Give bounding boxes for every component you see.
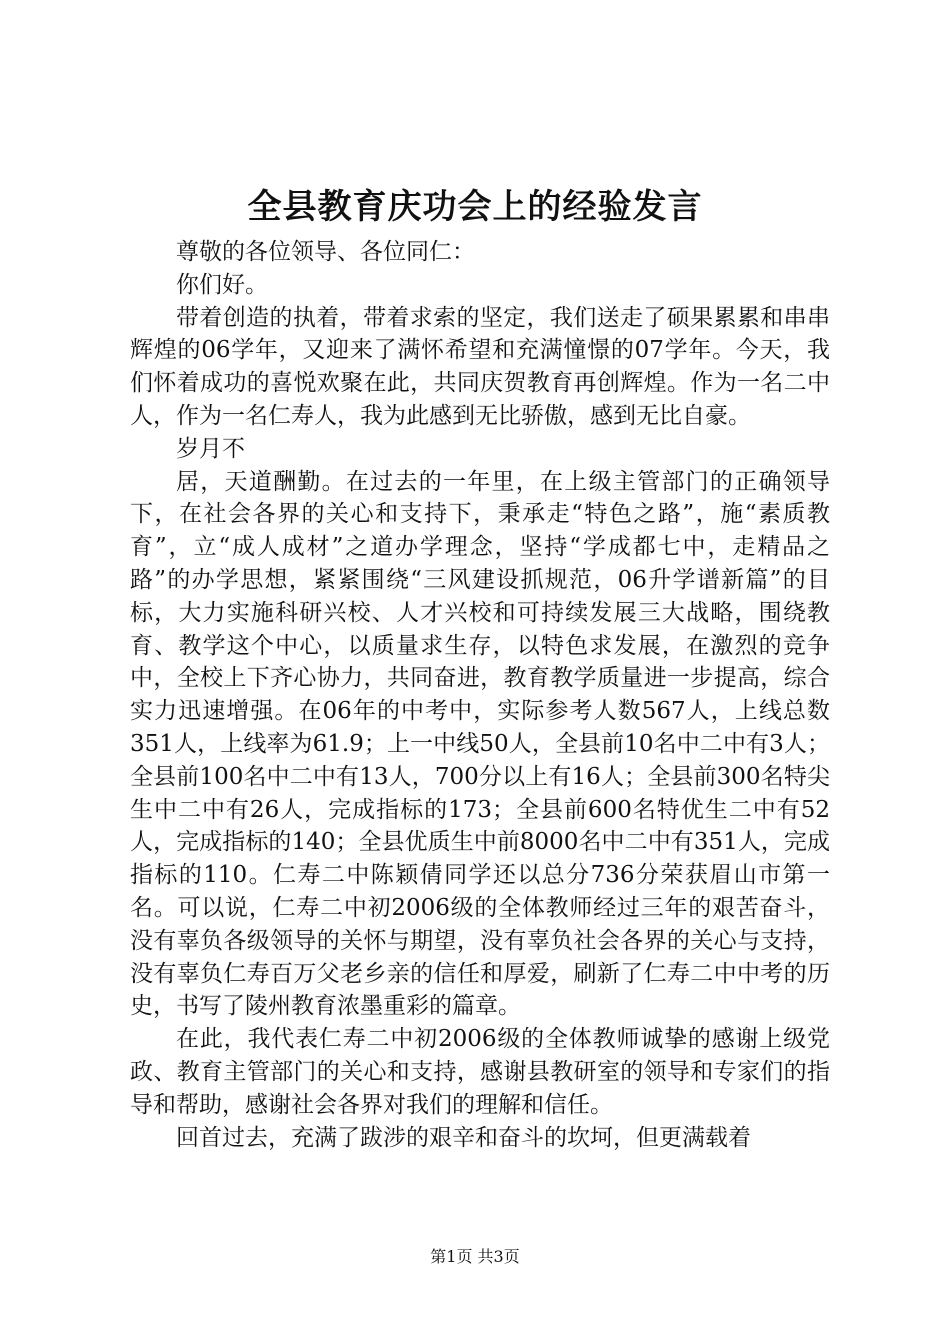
paragraph-fragment: 岁月不 [176,435,245,462]
paragraph-thanks: 在此，我代表仁寿二中初2006级的全体教师诚挚的感谢上级党政、教育主管部门的关心和支持，感谢县教研室的领导和专家们的指导和帮助，感谢社会各界对我们的理解和信任。 [130,1026,830,1118]
document-title: 全县教育庆功会上的经验发言 [247,187,703,227]
document-body [130,236,830,1154]
salutation: 尊敬的各位领导、各位同仁： [176,239,475,265]
paragraph-achievements: 居，天道酬勤。在过去的一年里，在上级主管部门的正确领导下，在社会各界的关心和支持下，秉承走“特色之路”，施“素质教育”，立“成人成材”之道办学理念，坚持“学成都七中，走精品之路”的办学思想，紧紧围绕“三风建设抓规范，06升学谱新篇”的目标，大力实施科研兴校、人才兴校和可持续发展三大战略，围绕教育、教学这个中心，以质量求生存，以特色求发展，在激烈的竞争中，全校上下齐心协力，共同奋进，教育教学质量进一步提高，综合实力迅速增强。在06年的中考中，实际参考人数567人，上线总数351人，上线率为61.9；上一中线50人，全县前10名中二中有3人；全县前100名中二中有13人，700分以上有16人；全县前300名特尖生中二中有26人，完成指标的173；全县前600名特优生二中有52人，完成指标的140；全县优质生中前8000名中二中有351人，完成指标的110。仁寿二中陈颖倩同学还以总分736分荣获眉山市第一名。可以说，仁寿二中初2006级的全体教师经过三年的艰苦奋斗，没有辜负各级领导的关怀与期望，没有辜负社会各界的关心与支持，没有辜负仁寿百万父老乡亲的信任和厚爱，刷新了仁寿二中中考的历史，书写了陵州教育浓墨重彩的篇章。 [130,468,830,1020]
page-footer: 第1页 共3页 [430,1247,520,1266]
greeting: 你们好。 [176,271,268,298]
paragraph-opening: 带着创造的执着，带着求索的坚定，我们送走了硕果累累和串串辉煌的06学年，又迎来了满怀希望和充满憧憬的07学年。今天，我们怀着成功的喜悦欢聚在此，共同庆贺教育再创辉煌。作为一名二中人，作为一名仁寿人，我为此感到无比骄傲，感到无比自豪。 [130,304,830,429]
paragraph-review: 回首过去，充满了跋涉的艰辛和奋斗的坎坷，但更满载着 [176,1124,751,1151]
